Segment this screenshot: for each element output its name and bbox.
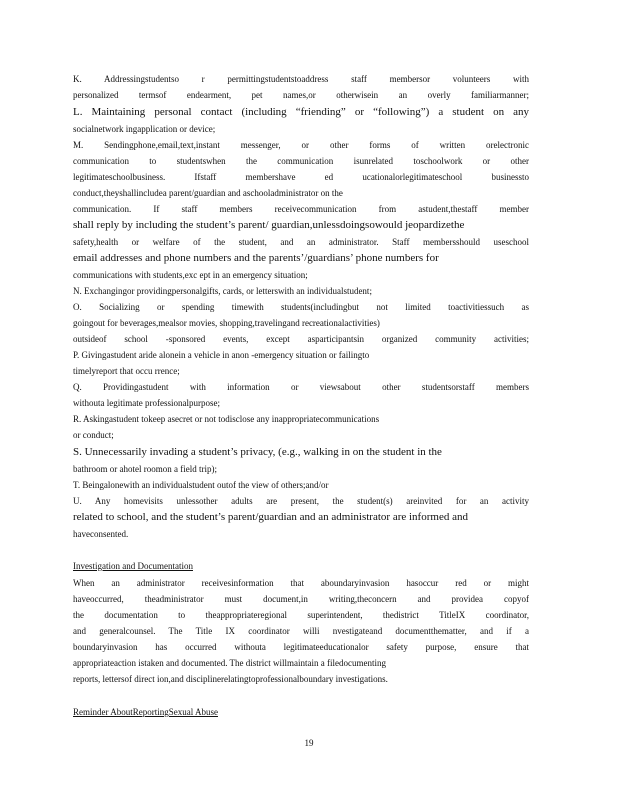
text-line: safety,health or welfare of the student, and an administrator. Staff membersshould useschool: [73, 237, 529, 247]
text-line: the documentation to theappropriateregional superintendent, thedistrict TitleIX coordinator,: [73, 610, 529, 620]
text-line: legitimateschoolbusiness. Ifstaff membershave ed ucationalorlegitimateschool businessto: [73, 172, 529, 182]
text-line: haveconsented.: [73, 529, 129, 539]
text-line: O. Socializing or spending timewith students(includingbut not limited toactivitiessuch as: [73, 302, 529, 312]
text-line: M. Sendingphone,email,text,instant messenger, or other forms of written orelectronic: [73, 140, 529, 150]
text-line: U. Any homevisits unlessother adults are present, the student(s) areinvited for an activity: [73, 496, 529, 506]
text-line: T. Beingalonewith an individualstudent outof the view of others;and/or: [73, 480, 329, 490]
text-line: and generalcounsel. The Title IX coordinator willi nvestigateand documentthematter, and if a: [73, 626, 529, 636]
text-line: communication to studentswhen the communication isunrelated toschoolwork or other: [73, 156, 529, 166]
text-line: When an administrator receivesinformation that aboundaryinvasion hasoccur red or might: [73, 578, 529, 588]
text-line: boundaryinvasion has occurred withouta legitimateeducationalor safety purpose, ensure that: [73, 642, 529, 652]
text-line: outsideof school -sponsored events, except asparticipantsin organized community activities;: [73, 334, 529, 344]
text-line: bathroom or ahotel roomon a field trip);: [73, 464, 217, 474]
text-line: related to school, and the student’s parent/guardian and an administrator are informed and: [73, 511, 468, 523]
text-line: socialnetwork ingapplication or device;: [73, 124, 216, 134]
text-line: K. Addressingstudentso r permittingstudentstoaddress staff membersor volunteers with: [73, 74, 529, 84]
text-line: timelyreport that occu rrence;: [73, 366, 180, 376]
text-line: Q. Providingastudent with information or viewsabout other studentsorstaff members: [73, 382, 529, 392]
section-heading-investigation: Investigation and Documentation: [73, 561, 193, 571]
text-line: shall reply by including the student’s parent/ guardian,unlessdoingsowould jeopardizethe: [73, 219, 465, 231]
text-line: S. Unnecessarily invading a student’s privacy, (e.g., walking in on the student in the: [73, 446, 442, 458]
text-line: email addresses and phone numbers and the parents’/guardians’ phone numbers for: [73, 252, 439, 264]
page-number: 19: [304, 738, 314, 748]
text-line: or conduct;: [73, 430, 114, 440]
text-line: L. Maintaining personal contact (including “friending” or “following”) a student on any: [73, 106, 529, 118]
text-line: communications with students,exc ept in an emergency situation;: [73, 270, 308, 280]
text-line: goingout for beverages,mealsor movies, shopping,travelingand recreationalactivities): [73, 318, 380, 328]
text-line: N. Exchangingor providingpersonalgifts, cards, or letterswith an individualstudent;: [73, 286, 372, 296]
text-line: appropriateaction istaken and documented. The district willmaintain a filedocumenting: [73, 658, 386, 668]
text-line: haveoccurred, theadministrator must document,in writing,theconcern and providea copyof: [73, 594, 529, 604]
section-heading-reminder: Reminder AboutReportingSexual Abuse: [73, 707, 218, 717]
text-line: conduct,theyshallincludea parent/guardian and aschooladministrator on the: [73, 188, 343, 198]
text-line: R. Askingastudent tokeep asecret or not todisclose any inappropriatecommunications: [73, 414, 380, 424]
text-line: withouta legitimate professionalpurpose;: [73, 398, 220, 408]
text-line: communication. If staff members receivecommunication from astudent,thestaff member: [73, 204, 529, 214]
text-line: reports, lettersof direct ion,and disciplinerelatingtoprofessionalboundary investigations.: [73, 674, 388, 684]
text-line: personalized termsof endearment, pet names,or otherwisein an overly familiarmanner;: [73, 90, 529, 100]
text-line: P. Givingastudent aride alonein a vehicle in anon -emergency situation or failingto: [73, 350, 370, 360]
